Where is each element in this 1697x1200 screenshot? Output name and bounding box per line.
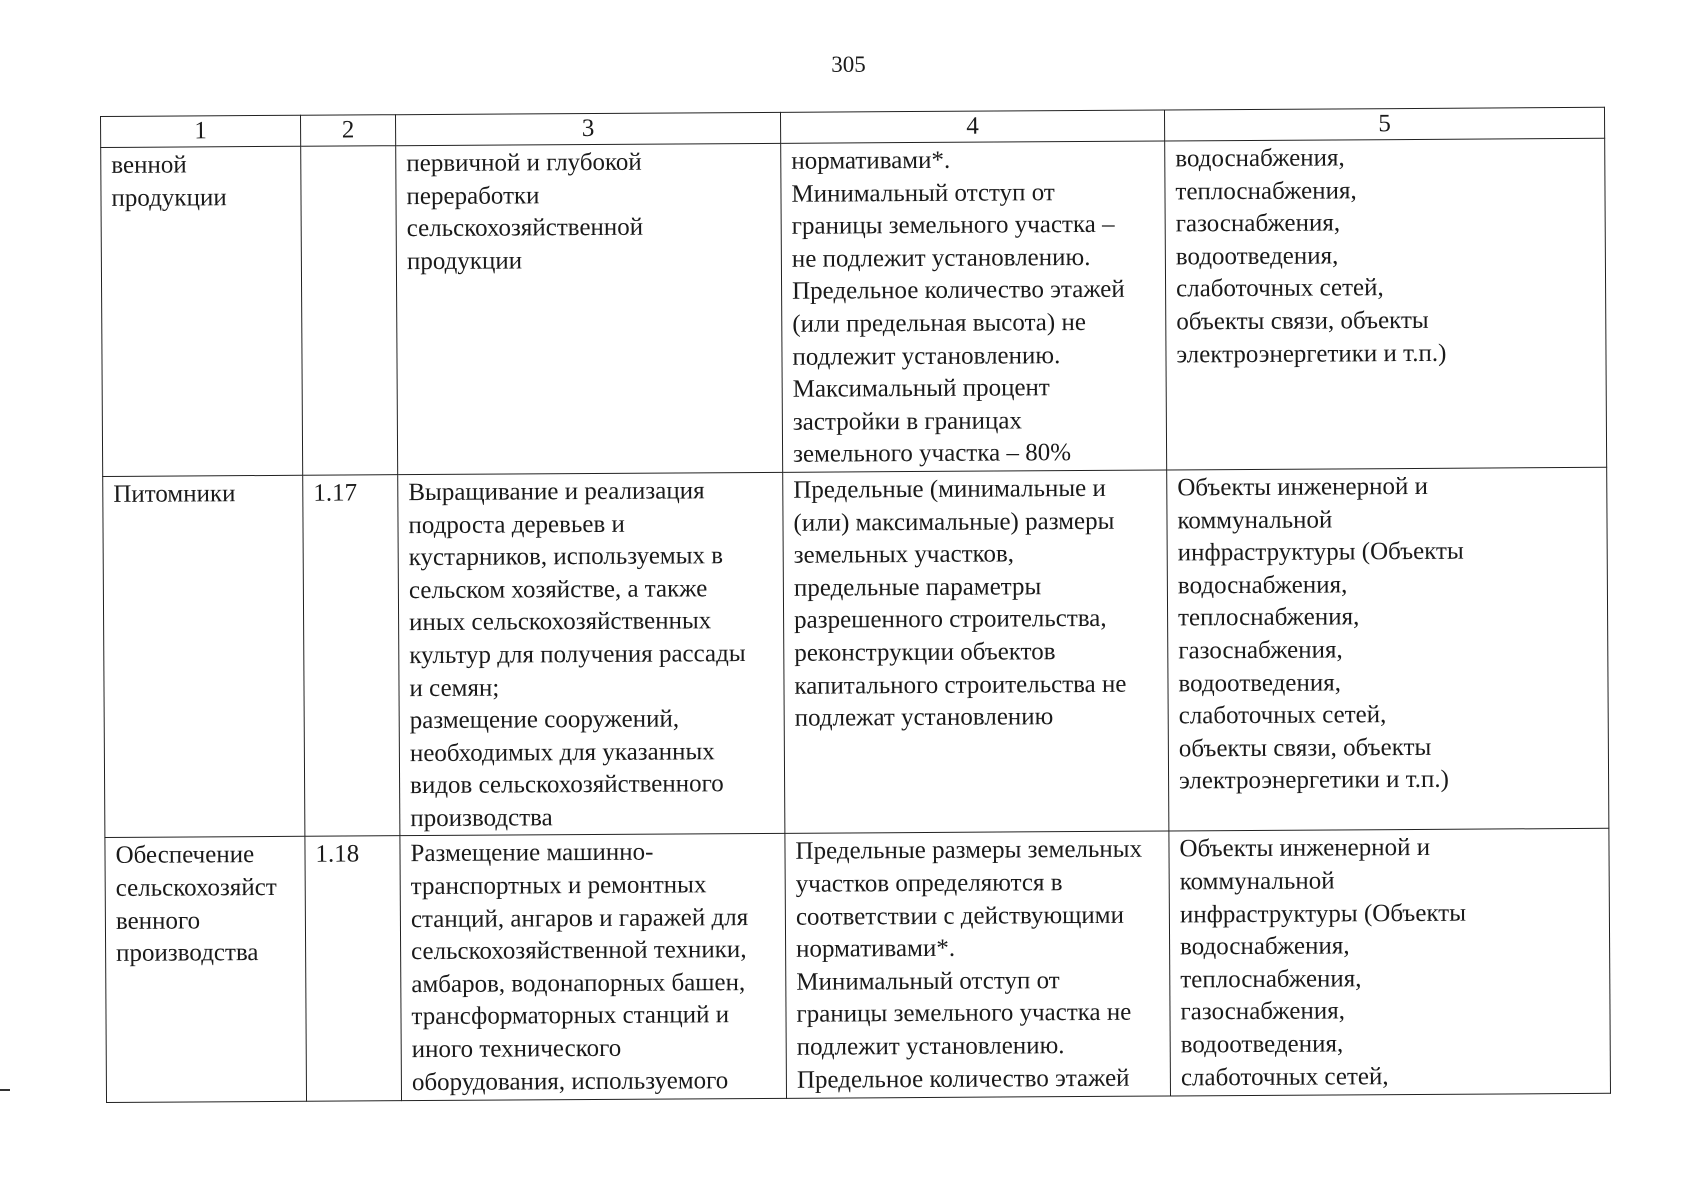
column-header-4: 4 (780, 110, 1164, 143)
parameters-cell (783, 470, 1169, 834)
use-description: Выращивание и реализация подроста деревьев и кустарников, используемых в сельском хозяйстве, а также иных сельскохозяйственных культур для получения рассады и семян; размещение сооружений, необходимых для указанных видов сельскохозяйственного производства (408, 477, 746, 832)
use-parameters: нормативами*. Минимальный отступ от границы земельного участка – не подлежит установлению. Предельное количество этажей (или предельная высота) не подлежит установлению. Максимальный процент застройки в границах земельного участка – 80% (791, 146, 1125, 469)
parameters-cell (785, 831, 1171, 1098)
column-header-3: 3 (395, 112, 780, 145)
table-row (105, 829, 1611, 1103)
use-infrastructure: водоснабжения, теплоснабжения, газоснабжения, водоотведения, слаботочных сетей, объекты связи, объекты электроэнергетики и т.п.) (1175, 144, 1447, 368)
use-parameters: Предельные размеры земельных участков определяются в соответствии с действующими нормативами*. Минимальный отступ от границы земельного участка не подлежит установлению. Предельное количество этажей (795, 836, 1143, 1094)
use-name-cell (103, 475, 305, 838)
land-use-table (100, 107, 1611, 1104)
use-name: Обеспечение сельскохозяйст венного производства (115, 841, 277, 968)
description-cell (400, 834, 787, 1101)
column-header-2: 2 (300, 115, 395, 147)
use-description: первичной и глубокой переработки сельскохозяйственной продукции (406, 148, 644, 275)
column-header-1: 1 (101, 115, 301, 147)
column-header-5: 5 (1164, 107, 1604, 141)
infrastructure-cell (1169, 829, 1611, 1097)
use-parameters: Предельные (минимальные и (или) максимальные) размеры земельных участков, предельные параметры разрешенного строительства, реконструкции объектов капитального строительства не подлежат установлению (793, 474, 1127, 732)
use-name: венной продукции (111, 151, 227, 212)
use-name-cell (101, 146, 303, 476)
table-row (101, 138, 1607, 476)
code-cell (301, 146, 398, 476)
use-name-cell (105, 837, 307, 1103)
table-row (103, 467, 1609, 838)
use-description: Размещение машинно- транспортных и ремонтных станций, ангаров и гаражей для сельскохозяйственной техники, амбаров, водонапорных башен, трансформаторных станций и иного технического оборудования, используемого (410, 839, 749, 1096)
margin-mark (0, 1089, 10, 1091)
description-cell (398, 472, 785, 836)
infrastructure-cell (1165, 138, 1607, 470)
page-number: 305 (831, 52, 866, 77)
use-code: 1.18 (315, 840, 360, 869)
use-code: 1.17 (313, 479, 358, 507)
use-infrastructure: Объекты инженерной и коммунальной инфраструктуры (Объекты водоснабжения, теплоснабжения, газоснабжения, водоотведения, слаботочных сетей, (1179, 834, 1467, 1092)
use-infrastructure: Объекты инженерной и коммунальной инфраструктуры (Объекты водоснабжения, теплоснабжения, газоснабжения, водоотведения, слаботочных сетей, объекты связи, объекты электроэнергетики и т.п.) (1177, 472, 1464, 795)
description-cell (396, 143, 783, 474)
infrastructure-cell (1167, 467, 1609, 831)
parameters-cell (781, 141, 1167, 472)
code-cell (303, 475, 400, 837)
use-name: Питомники (113, 480, 236, 508)
code-cell (305, 836, 402, 1102)
